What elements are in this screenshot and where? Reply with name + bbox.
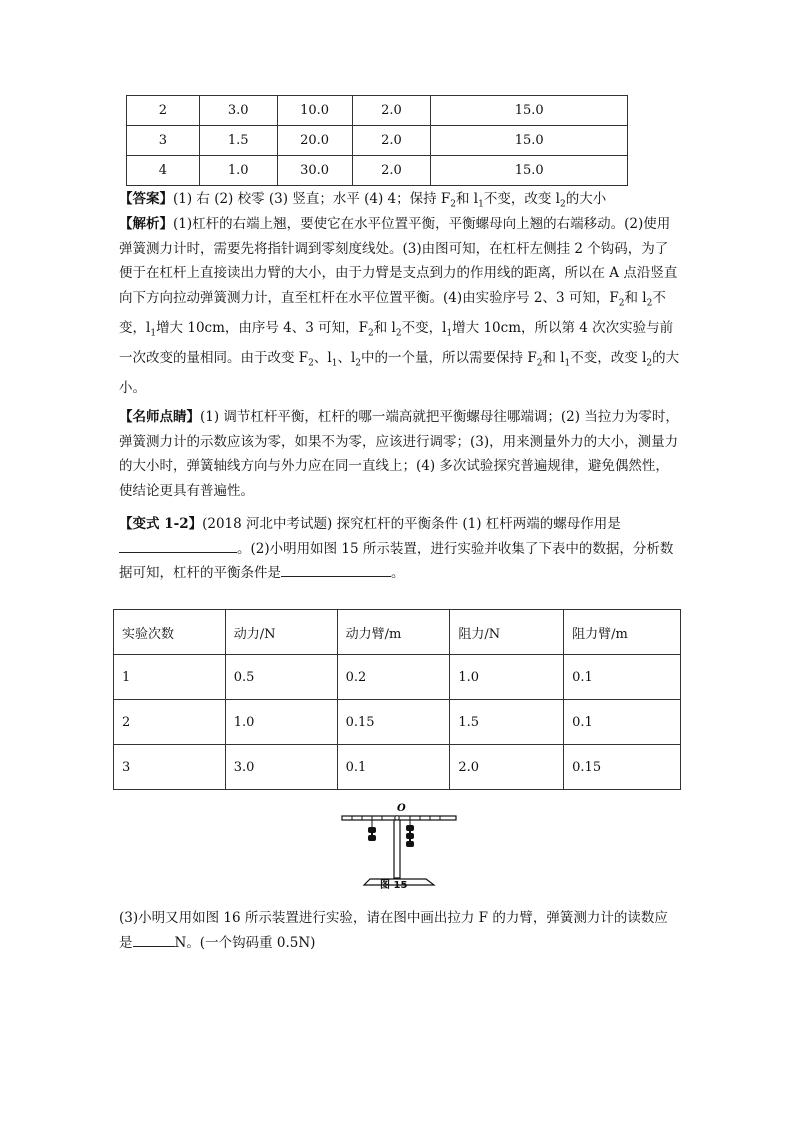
pivot-label: O <box>397 803 406 814</box>
question-3-paragraph <box>119 906 681 955</box>
table-row <box>127 156 628 186</box>
table-cell: 2 <box>114 700 226 745</box>
variant-text: (2018 河北中考试题) 探究杠杆的平衡条件 (1) 杠杆两端的螺母作用是 <box>202 516 621 532</box>
subscript: 2 <box>368 328 374 339</box>
right-weights <box>406 825 414 847</box>
table-cell: 15.0 <box>431 126 628 156</box>
variant-text: 。 <box>391 565 405 581</box>
table-cell: 3.0 <box>199 96 277 126</box>
column-header: 阻力/N <box>450 610 564 655</box>
column-header: 阻力臂/m <box>564 610 681 655</box>
table-cell: 3.0 <box>225 745 337 790</box>
table-cell: 0.1 <box>337 745 450 790</box>
analysis-text: 和 l <box>542 349 565 366</box>
answer-blank[interactable] <box>133 932 175 947</box>
subscript: 2 <box>559 199 566 210</box>
subscript: 2 <box>646 358 653 369</box>
table-cell: 15.0 <box>431 96 628 126</box>
analysis-text: 、l <box>313 349 332 366</box>
analysis-text: 增大 10cm，由序号 4、3 可知，F <box>156 319 369 336</box>
teacher-tip-paragraph <box>119 405 681 503</box>
analysis-text: 和 l <box>373 319 396 336</box>
table-cell: 0.1 <box>564 700 681 745</box>
subscript: 1 <box>446 328 453 339</box>
table-row <box>114 655 681 700</box>
table-cell: 2.0 <box>450 745 564 790</box>
question-text: N。(一个钩码重 0.5N) <box>174 934 316 951</box>
column-header: 动力/N <box>225 610 337 655</box>
analysis-tag: 【解析】 <box>119 216 173 232</box>
table-cell: 1 <box>114 655 226 700</box>
experiment-table-continued <box>126 95 628 186</box>
table-cell: 2.0 <box>352 126 431 156</box>
table-cell: 0.1 <box>564 655 681 700</box>
teacher-tip-tag: 【名师点睛】 <box>119 409 200 425</box>
table-cell: 1.0 <box>199 156 277 186</box>
table-header-row <box>114 610 681 655</box>
figure-caption: 图 15 <box>380 880 408 891</box>
analysis-text: 不变，l <box>119 289 666 336</box>
question-text: (3)小明又用如图 16 所示装置进行实验，请在图中画出拉力 F 的力臂，弹簧测力计的读数应是 <box>119 910 668 951</box>
table-row <box>114 745 681 790</box>
lever-stand <box>394 820 400 878</box>
table-cell: 0.2 <box>337 655 450 700</box>
subscript: 2 <box>646 298 653 309</box>
table-cell: 2.0 <box>352 96 431 126</box>
subscript: 2 <box>450 199 457 210</box>
answer-text: 和 l <box>456 191 479 207</box>
answer-text: 的大小 <box>565 191 607 207</box>
analysis-text: 的大小。 <box>119 349 680 397</box>
answer-blank[interactable] <box>119 538 237 553</box>
answer-text: (1) 右 (2) 校零 (3) 竖直；水平 (4) 4；保持 F <box>173 191 451 207</box>
subscript: 1 <box>331 358 338 369</box>
subscript: 1 <box>478 199 484 210</box>
answer-tag: 【答案】 <box>119 191 173 207</box>
answer-blank[interactable] <box>281 562 391 577</box>
subscript: 1 <box>150 328 157 339</box>
table-cell: 4 <box>127 156 200 186</box>
analysis-paragraph <box>119 212 681 401</box>
lever-data-table <box>113 609 681 790</box>
table-cell: 1.0 <box>225 700 337 745</box>
analysis-text: 不变，改变 l <box>570 349 647 366</box>
table-cell: 2.0 <box>352 156 431 186</box>
table-cell: 15.0 <box>431 156 628 186</box>
variant-tag: 【变式 1-2】 <box>119 516 203 532</box>
table-cell: 1.5 <box>199 126 277 156</box>
table-cell: 2 <box>127 96 200 126</box>
table-cell: 20.0 <box>277 126 352 156</box>
subscript: 2 <box>308 358 314 369</box>
table-row <box>127 96 628 126</box>
column-header: 实验次数 <box>114 610 226 655</box>
table-cell: 10.0 <box>277 96 352 126</box>
subscript: 2 <box>536 358 543 369</box>
subscript: 1 <box>564 358 571 369</box>
answer-text: 不变，改变 l <box>483 191 560 207</box>
table-cell: 0.5 <box>225 655 337 700</box>
table-row <box>127 126 628 156</box>
table-cell: 0.15 <box>564 745 681 790</box>
variant-question-paragraph <box>119 512 681 586</box>
table-cell: 1.0 <box>450 655 564 700</box>
analysis-text: 中的一个量，所以需要保持 F <box>361 349 537 366</box>
analysis-text: 、l <box>337 349 356 366</box>
analysis-text: 不变，l <box>401 319 447 336</box>
table-cell: 3 <box>127 126 200 156</box>
table-cell: 1.5 <box>450 700 564 745</box>
variant-text: 。(2)小明用如图 15 所示装置，进行实验并收集了下表中的数据，分析数据可知，杠杆的平衡条件是 <box>119 540 674 581</box>
table-row <box>114 700 681 745</box>
subscript: 2 <box>395 328 402 339</box>
table-cell: 3 <box>114 745 226 790</box>
subscript: 2 <box>355 358 362 369</box>
analysis-text: (1)杠杆的右端上翘，要使它在水平位置平衡，平衡螺母向上翘的右端移动。(2)使用弹簧测力计时，需要先将指针调到零刻度线处。(3)由图可知，在杠杆左侧挂 2 个钩码，为了便于在杠杆上直接读出力臂的大小，由于力臂是支点到力的作用线的距离，所以在 A 点沿竖直向下方向拉动弹簧测力计，直至杠杆在水平位置平衡。(4)由实验序号 2、3 可知，F <box>119 216 678 306</box>
subscript: 2 <box>618 298 625 309</box>
left-weights <box>368 827 376 841</box>
column-header: 动力臂/m <box>337 610 450 655</box>
table-cell: 0.15 <box>337 700 450 745</box>
analysis-text: 增大 10cm，所以第 4 次次实验与前一次改变的量相同。由于改变 F <box>119 319 674 366</box>
table-cell: 30.0 <box>277 156 352 186</box>
teacher-tip-text: (1) 调节杠杆平衡，杠杆的哪一端高就把平衡螺母往哪端调；(2) 当拉力为零时，弹簧测力计的示数应该为零，如果不为零，应该进行调零；(3)，用来测量外力的大小，测量力的大小时，弹簧轴线方向与外力应在同一直线上；(4) 多次试验探究普遍规律，避免偶然性，使结论更具有普遍性。 <box>119 409 679 499</box>
analysis-text: 和 l <box>624 289 647 306</box>
